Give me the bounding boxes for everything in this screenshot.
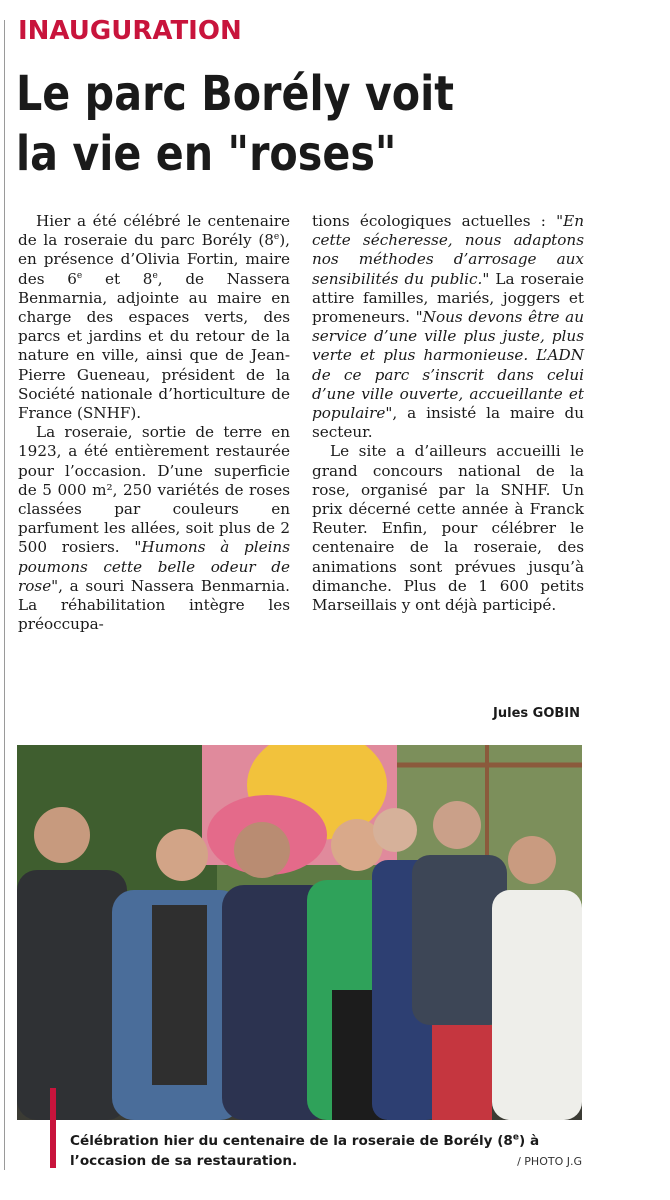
article-paragraph-2: La roseraie, sortie de terre en 1923, a été entièrement restaurée pour l’occasion. D’une superficie de 5 000 m², 250 variétés de roses classées par couleurs en parfument les allées, soit plus de 2 500 rosiers. "Humons à pleins poumons cette belle odeur de rose", a souri Nassera Benmarnia. La réhabilitation intègre les préoccupa-	[18, 423, 291, 634]
article-column-left	[18, 212, 290, 634]
section-kicker: INAUGURATION	[18, 16, 242, 46]
article-paragraph-1: Hier a été célébré le centenaire de la roseraie du parc Borély (8e), en présence d’Olivia Fortin, maire des 6e et 8e, de Nassera Benmarnia, adjointe au maire en charge des espaces verts, des parcs et jardins et du retour de la nature en ville, ainsi que de Jean-Pierre Gueneau, président de la Société nationale d’horticulture de France (SNHF).	[18, 212, 290, 423]
article-paragraph-3: tions écologiques actuelles : "En cette sécheresse, nous adaptons nos méthodes d’arrosage aux sensibilités du public." La roseraie attire familles, mariés, joggers et promeneurs. "Nous devons être au service d’une ville plus juste, plus verte et plus harmonieuse. L’ADN de ce parc s’inscrit dans celui d’une ville ouverte, accueillante et populaire", a insisté la maire du secteur.	[312, 212, 585, 442]
article-photo	[17, 745, 582, 1120]
photo-caption: Célébration hier du centenaire de la roseraie de Borély (8e) à l’occasion de sa restauration.	[70, 1132, 540, 1169]
caption-accent-bar	[50, 1088, 56, 1168]
headline-line-2: la vie en "roses"	[16, 126, 397, 182]
article-paragraph-4: Le site a d’ailleurs accueilli le grand concours national de la rose, organisé par la SNHF. Un prix décerné cette année à Franck Reuter. Enfin, pour célébrer le centenaire de la roseraie, des animations sont prévues jusqu’à dimanche. Plus de 1 600 petits Marseillais y ont déjà participé.	[312, 442, 584, 615]
headline-line-1: Le parc Borély voit	[16, 66, 455, 122]
quote-fortin: "Nous devons être au service d’une ville plus juste, plus verte et plus harmonieuse. L’ADN de ce parc s’inscrit dans celui d’une ville ouverte, accueillante et populaire"	[312, 308, 584, 423]
quote-benmarnia: "Humons à pleins poumons cette belle odeur de rose"	[18, 538, 291, 595]
article-headline	[16, 64, 498, 184]
group-photo-illustration	[17, 745, 582, 1120]
quote-drought: "En cette sécheresse, nous adaptons nos méthodes d’arrosage aux sensibilités du public."	[312, 212, 585, 288]
photo-credit: / PHOTO J.G	[517, 1155, 582, 1168]
article-column-right	[312, 212, 584, 615]
page-margin-rule	[4, 20, 5, 1170]
author-byline: Jules GOBIN	[493, 706, 580, 721]
